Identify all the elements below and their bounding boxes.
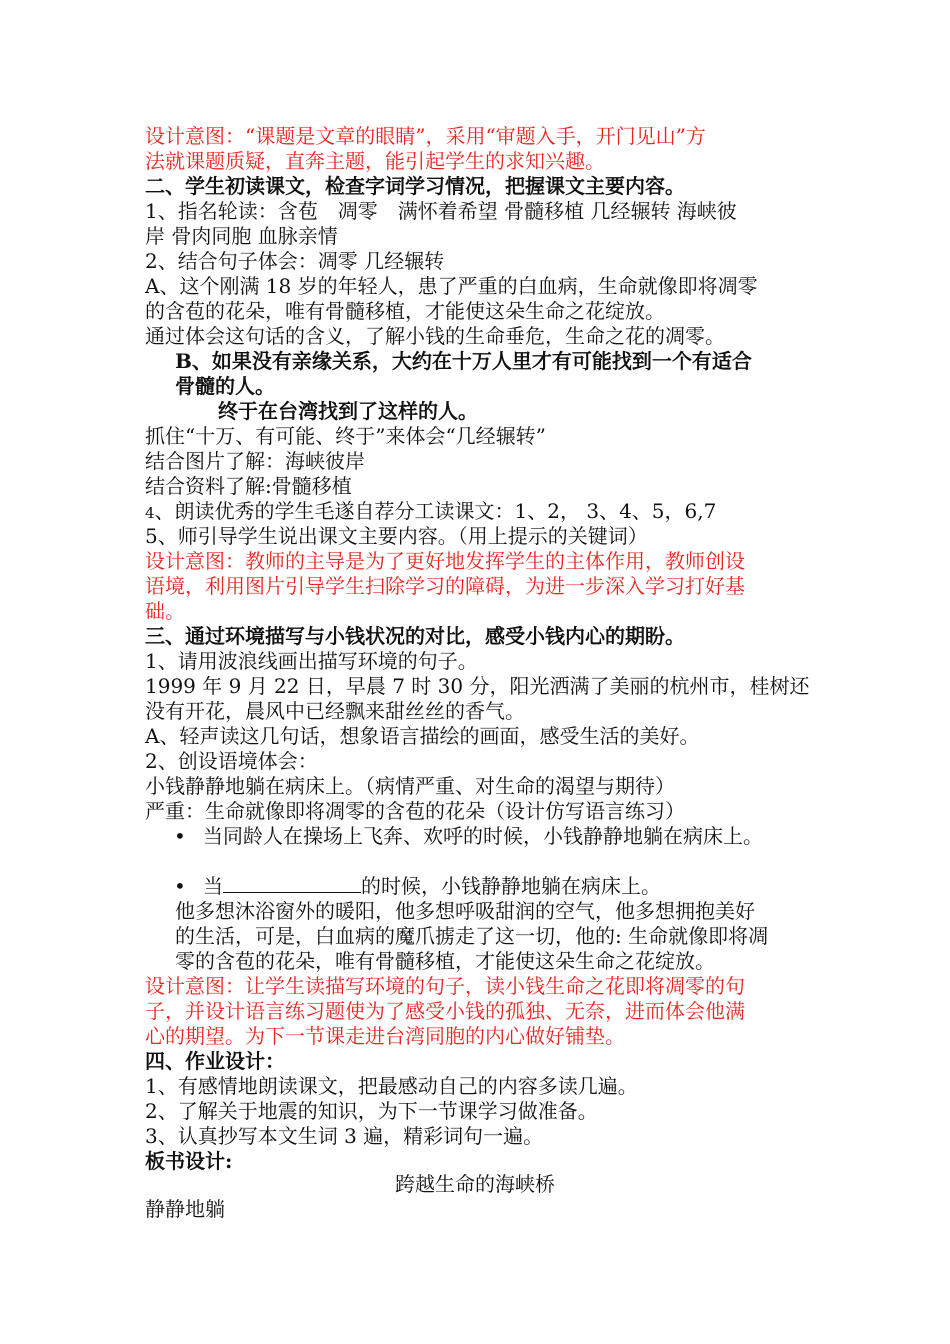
bullet-dot: • bbox=[174, 874, 186, 898]
s2-picture: 结合图片了解：海峡彼岸 bbox=[145, 449, 365, 473]
s2-item5: 5、师引导学生说出课文主要内容。（用上提示的关键词） bbox=[145, 524, 648, 548]
homework-item-2: 2、了解关于地震的知识，为下一节课学习做准备。 bbox=[145, 1099, 598, 1123]
board-left-text: 静静地躺 bbox=[145, 1197, 225, 1221]
design-intent-3-line-1: 设计意图：让学生读描写环境的句子，读小钱生命之花即将凋零的句 bbox=[145, 974, 745, 998]
section-2-heading: 二、学生初读课文，检查字词学习情况，把握课文主要内容。 bbox=[145, 174, 685, 198]
s2-item2: 2、结合句子体会：凋零 几经辗转 bbox=[145, 249, 445, 273]
homework-item-1: 1、有感情地朗读课文，把最感动自己的内容多读几遍。 bbox=[145, 1074, 638, 1098]
s3-lying: 小钱静静地躺在病床上。（病情严重、对生命的渴望与期待） bbox=[145, 774, 675, 798]
design-intent-2-line-2: 语境，利用图片引导学生扫除学习的障碍，为进一步深入学习打好基 bbox=[145, 574, 745, 598]
s2-material: 结合资料了解:骨髓移植 bbox=[145, 474, 352, 498]
s2-sentence-b2: 终于在台湾找到了这样的人。 bbox=[218, 399, 478, 423]
s3-env-line-1: 1999 年 9 月 22 日，早晨 7 时 30 分，阳光洒满了美丽的杭州市，桂树还 bbox=[145, 674, 810, 698]
board-title: 跨越生命的海峡桥 bbox=[395, 1172, 555, 1196]
design-intent-3-line-2: 子，并设计语言练习题使为了感受小钱的孤独、无奈，进而体会他满 bbox=[145, 999, 745, 1023]
s3-para-line-1: 他多想沐浴窗外的暖阳，他多想呼吸甜润的空气，他多想拥抱美好 bbox=[175, 899, 755, 923]
fill-in-blank bbox=[223, 874, 361, 893]
s2-sentence-b-line-1: B、如果没有亲缘关系，大约在十万人里才有可能找到一个有适合 bbox=[175, 349, 752, 373]
s3-para-line-2: 的生活，可是，白血病的魔爪掳走了这一切，他的: 生命就像即将凋 bbox=[175, 924, 769, 948]
s3-env-line-2: 没有开花，晨风中已经飘来甜丝丝的香气。 bbox=[145, 699, 525, 723]
s3-bullet-2-post: 的时候，小钱静静地躺在病床上。 bbox=[361, 874, 661, 898]
design-intent-1-line-1: 设计意图：“课题是文章的眼睛”，采用“审题入手，开门见山”方 bbox=[145, 124, 706, 148]
s2-sentence-a-line-1: A、这个刚满 18 岁的年轻人，患了严重的白血病，生命就像即将凋零 bbox=[145, 274, 758, 298]
homework-item-3: 3、认真抄写本文生词 3 遍，精彩词句一遍。 bbox=[145, 1124, 544, 1148]
s3-item1: 1、请用波浪线画出描写环境的句子。 bbox=[145, 649, 478, 673]
s2-item4-text: 、朗读优秀的学生毛遂自荐分工读课文：1、2， 3、4、5，6,7 bbox=[154, 499, 717, 523]
s3-bullet-1: 当同龄人在操场上飞奔、欢呼的时候，小钱静静地躺在病床上。 bbox=[203, 824, 763, 848]
s2-item1-line-1: 1、指名轮读：含苞 凋零 满怀着希望 骨髓移植 几经辗转 海峡彼 bbox=[145, 199, 737, 223]
s2-item1-line-2: 岸 骨肉同胞 血脉亲情 bbox=[145, 224, 338, 248]
design-intent-1-line-2: 法就课题质疑，直奔主题，能引起学生的求知兴趣。 bbox=[145, 149, 605, 173]
board-heading: 板书设计: bbox=[145, 1149, 233, 1173]
s3-read-a: A、轻声读这几句话，想象语言描绘的画面，感受生活的美好。 bbox=[145, 724, 700, 748]
s2-understand: 通过体会这句话的含义，了解小钱的生命垂危，生命之花的凋零。 bbox=[145, 324, 725, 348]
design-intent-3-line-3: 心的期望。为下一节课走进台湾同胞的内心做好铺垫。 bbox=[145, 1024, 625, 1048]
s3-serious: 严重：生命就像即将凋零的含苞的花朵（设计仿写语言练习） bbox=[145, 799, 685, 823]
design-intent-2-line-1: 设计意图：教师的主导是为了更好地发挥学生的主体作用，教师创设 bbox=[145, 549, 745, 573]
s2-item4 bbox=[145, 499, 815, 526]
s3-para-line-3: 零的含苞的花朵，唯有骨髓移植，才能使这朵生命之花绽放。 bbox=[175, 949, 715, 973]
s2-sentence-a-line-2: 的含苞的花朵，唯有骨髓移植，才能使这朵生命之花绽放。 bbox=[145, 299, 665, 323]
section-3-heading: 三、通过环境描写与小钱状况的对比，感受小钱内心的期盼。 bbox=[145, 624, 685, 648]
s2-item4-number: 4 bbox=[145, 504, 155, 522]
s2-sentence-b-line-2: 骨髓的人。 bbox=[175, 374, 275, 398]
s3-bullet-2 bbox=[203, 874, 873, 899]
s3-item2: 2、创设语境体会： bbox=[145, 749, 318, 773]
section-4-heading: 四、作业设计： bbox=[145, 1049, 285, 1073]
s2-grasp: 抓住“十万、有可能、终于”来体会“几经辗转” bbox=[145, 424, 546, 448]
design-intent-2-line-3: 础。 bbox=[145, 599, 185, 623]
bullet-dot: • bbox=[174, 824, 186, 848]
s3-bullet-2-pre: 当 bbox=[203, 874, 223, 898]
